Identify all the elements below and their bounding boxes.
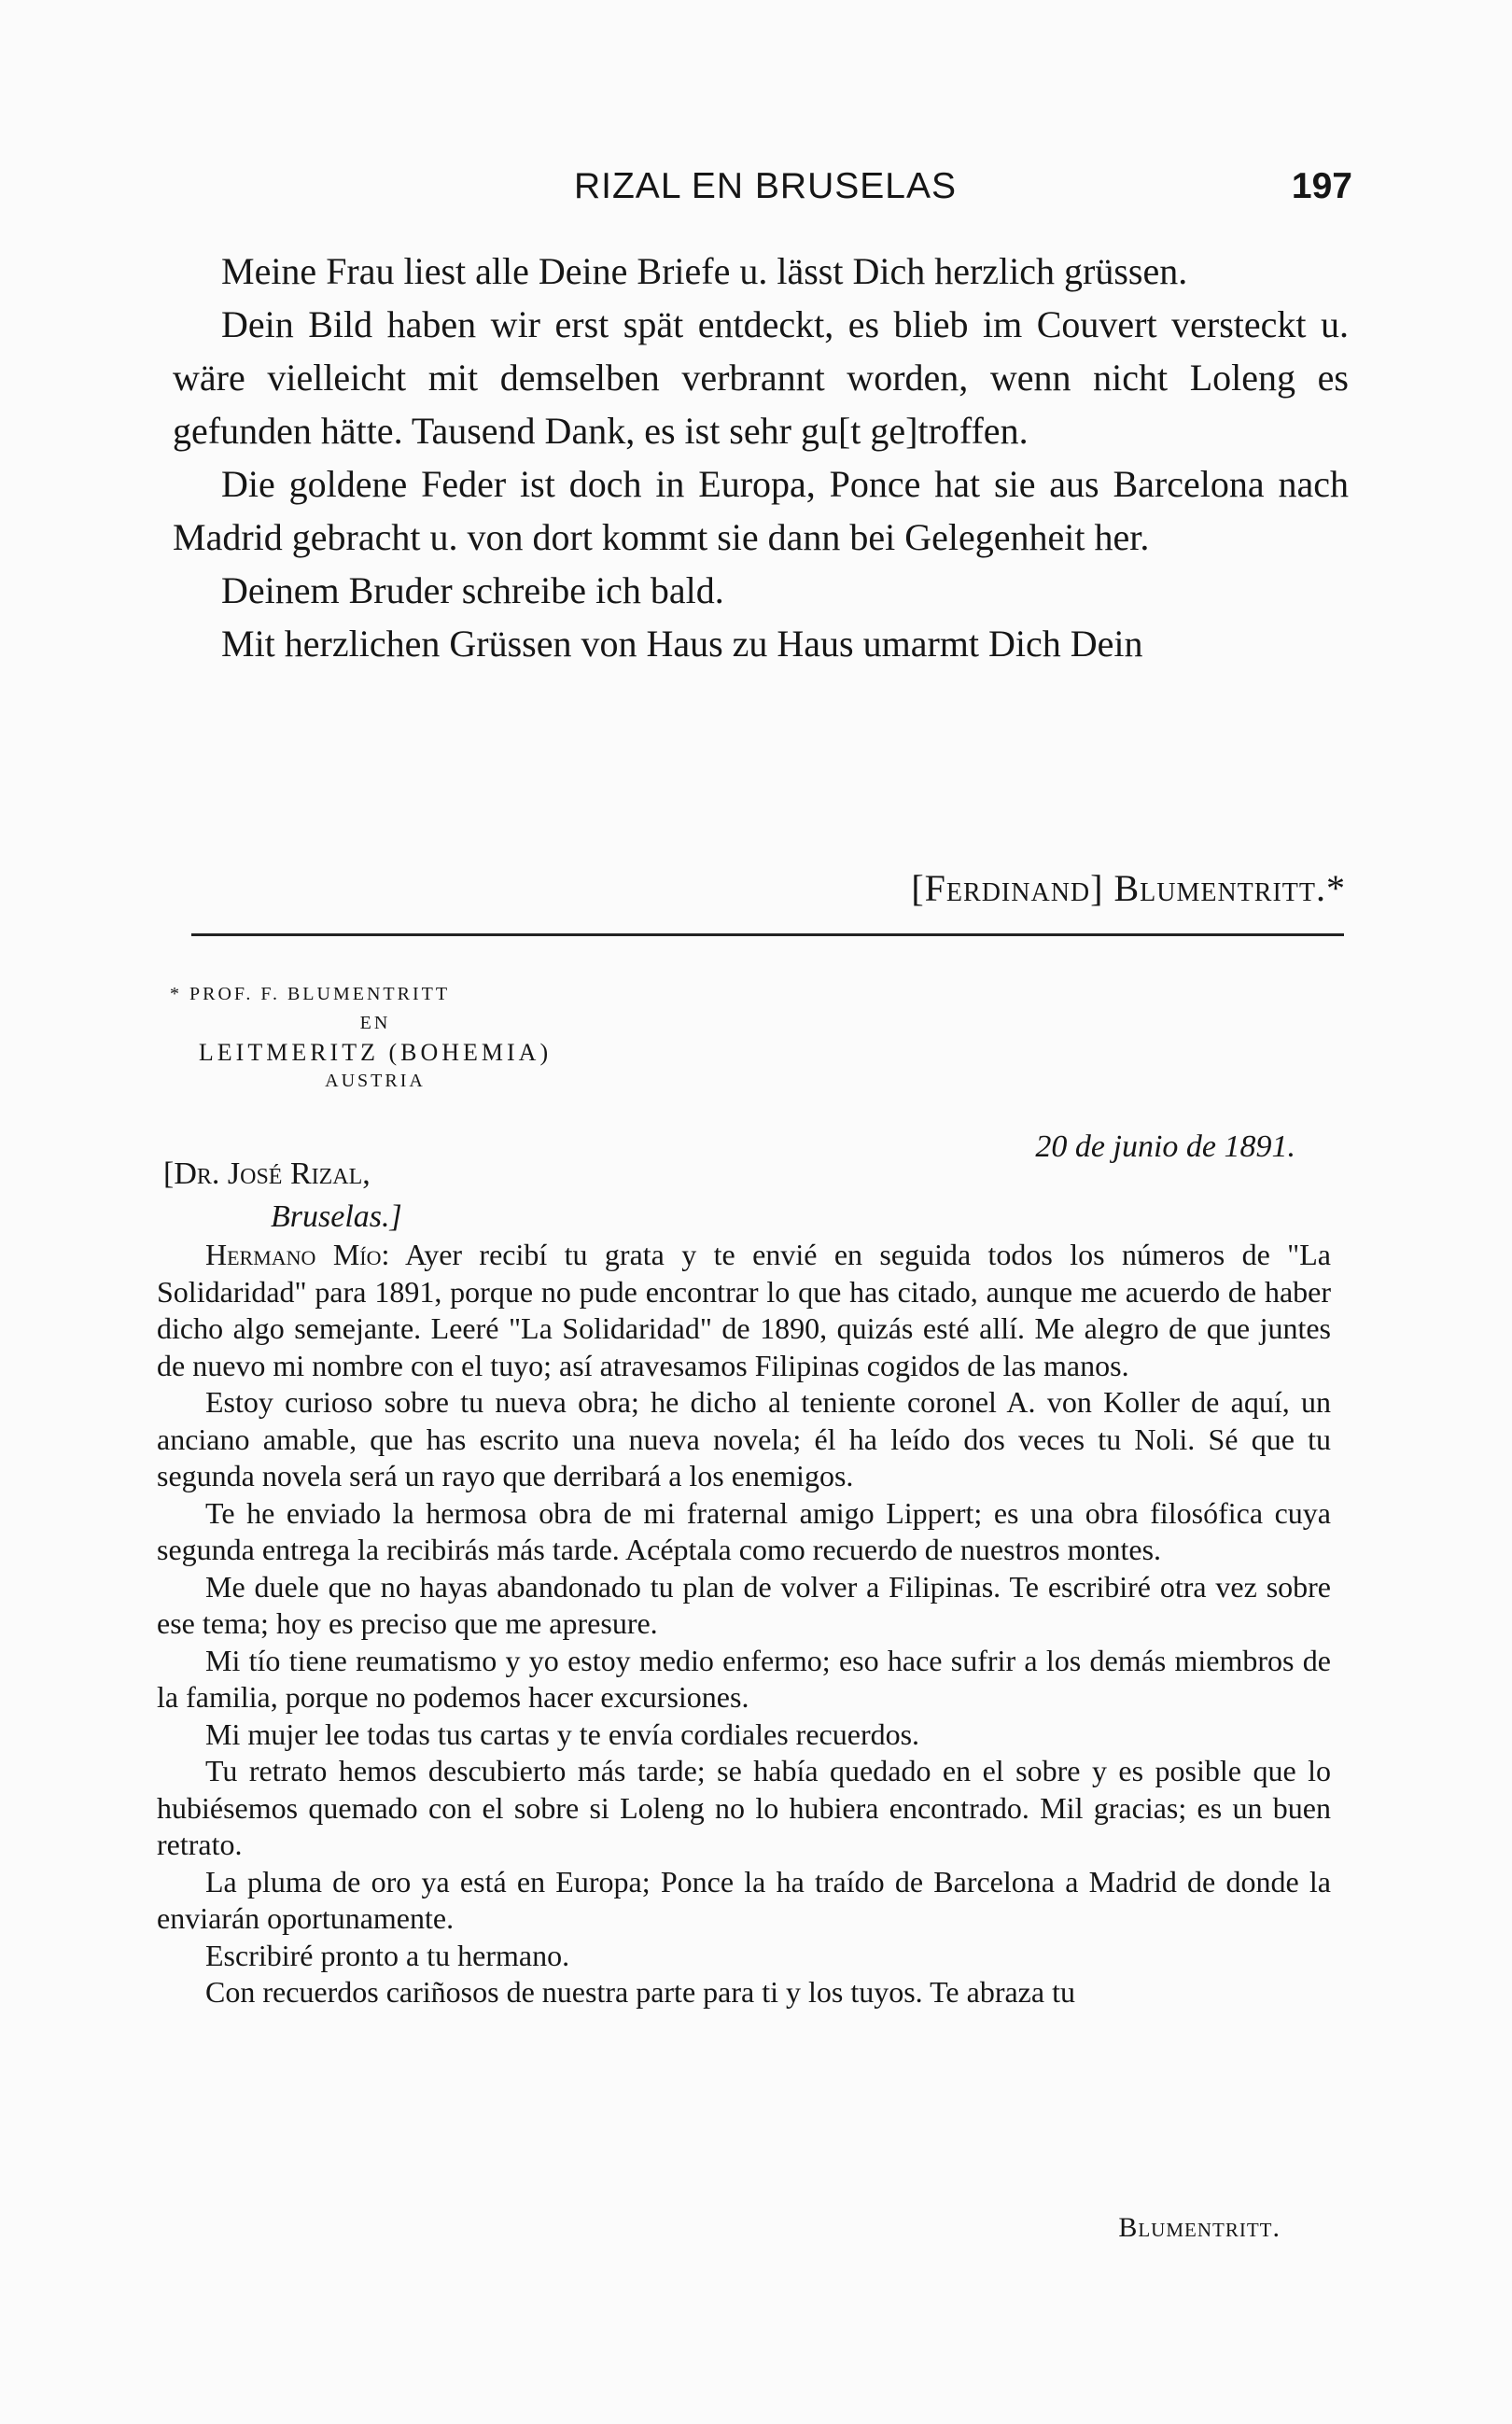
spanish-signature: Blumentritt. — [1118, 2212, 1281, 2243]
spanish-paragraph: Con recuerdos cariñosos de nuestra parte para ti y los tuyos. Te abraza tu — [205, 1975, 1075, 2009]
letter-date: 20 de junio de 1891. — [1035, 1129, 1295, 1164]
letterhead-city: LEITMERITZ (BOHEMIA) — [198, 1039, 553, 1066]
german-paragraph: Meine Frau liest alle Deine Briefe u. lässt Dich herzlich grüssen. — [221, 250, 1188, 292]
spanish-paragraph: Escribiré pronto a tu hermano. — [205, 1938, 570, 1972]
german-paragraph: Dein Bild haben wir erst spät entdeckt, es blieb im Couvert versteckt u. wäre vielleicht mit demselben verbrannt worden, wenn nicht Loleng es gefunden hätte. Tausend Dank, es ist sehr gu[t ge]troffen. — [173, 303, 1349, 452]
letterhead-country: AUSTRIA — [325, 1071, 426, 1091]
paragraph-text: Ayer recibí tu grata y te envié en seguida todos los números de "La Solidaridad" para 1891, porque no pude encontrar lo que has citado, aunque me acuerdo de haber dicho algo semejante. Leeré "La Solidaridad" de 1890, quizás esté allí. Me alegro de que juntes de nuevo mi nombre con el tuyo; así atravesamos Filipinas cogidos de las manos. — [157, 1238, 1331, 1382]
letterhead-en: EN — [359, 1013, 391, 1033]
letterhead-name: * PROF. F. BLUMENTRITT — [170, 984, 451, 1004]
spanish-paragraph: Me duele que no hayas abandonado tu plan de volver a Filipinas. Te escribiré otra vez sobre ese tema; hoy es preciso que me apresure. — [157, 1569, 1331, 1640]
letterhead — [170, 980, 581, 1096]
spanish-letter-body — [157, 1237, 1331, 2011]
page-number: 197 — [1291, 166, 1352, 206]
spanish-paragraph: Mi tío tiene reumatismo y yo estoy medio enfermo; eso hace sufrir a los demás miembros de la familia, porque no podemos hacer excursiones. — [157, 1643, 1331, 1714]
page-header — [173, 166, 1358, 211]
spanish-paragraph: La pluma de oro ya está en Europa; Ponce la ha traído de Barcelona a Madrid de donde la enviarán oportunamente. — [157, 1864, 1331, 1935]
spanish-paragraph — [157, 1237, 1331, 1384]
spanish-paragraph: Mi mujer lee todas tus cartas y te envía cordiales recuerdos. — [205, 1716, 920, 1751]
spanish-paragraph: Estoy curioso sobre tu nueva obra; he dicho al teniente coronel A. von Koller de aquí, un anciano amable, que has escrito una nueva novela; él ha leído dos veces tu Noli. Sé que tu segunda novela será un rayo que derribará a los enemigos. — [157, 1385, 1331, 1492]
spanish-paragraph: Tu retrato hemos descubierto más tarde; se había quedado en el sobre y es posible que lo hubiésemos quemado con el sobre si Loleng no lo hubiera encontrado. Mil gracias; es un buen retrato. — [157, 1754, 1331, 1861]
salutation: Hermano Mío: — [205, 1238, 390, 1271]
addressee-city: Bruselas.] — [271, 1199, 402, 1234]
footnote-divider — [191, 933, 1344, 936]
german-letter-body — [173, 245, 1349, 670]
german-paragraph: Mit herzlichen Grüssen von Haus zu Haus umarmt Dich Dein — [221, 623, 1143, 665]
german-paragraph: Deinem Bruder schreibe ich bald. — [221, 569, 724, 611]
running-title: RIZAL EN BRUSELAS — [573, 166, 957, 206]
addressee — [163, 1153, 402, 1239]
spanish-paragraph: Te he enviado la hermosa obra de mi fraternal amigo Lippert; es una obra filosófica cuya segunda entrega la recibirás más tarde. Acéptala como recuerdo de nuestros montes. — [157, 1495, 1331, 1566]
german-signature: [Ferdinand] Blumentritt.* — [911, 867, 1346, 909]
addressee-name: [Dr. José Rizal, — [163, 1156, 371, 1191]
german-paragraph: Die goldene Feder ist doch in Europa, Ponce hat sie aus Barcelona nach Madrid gebracht u. von dort kommt sie dann bei Gelegenheit her. — [173, 463, 1349, 558]
